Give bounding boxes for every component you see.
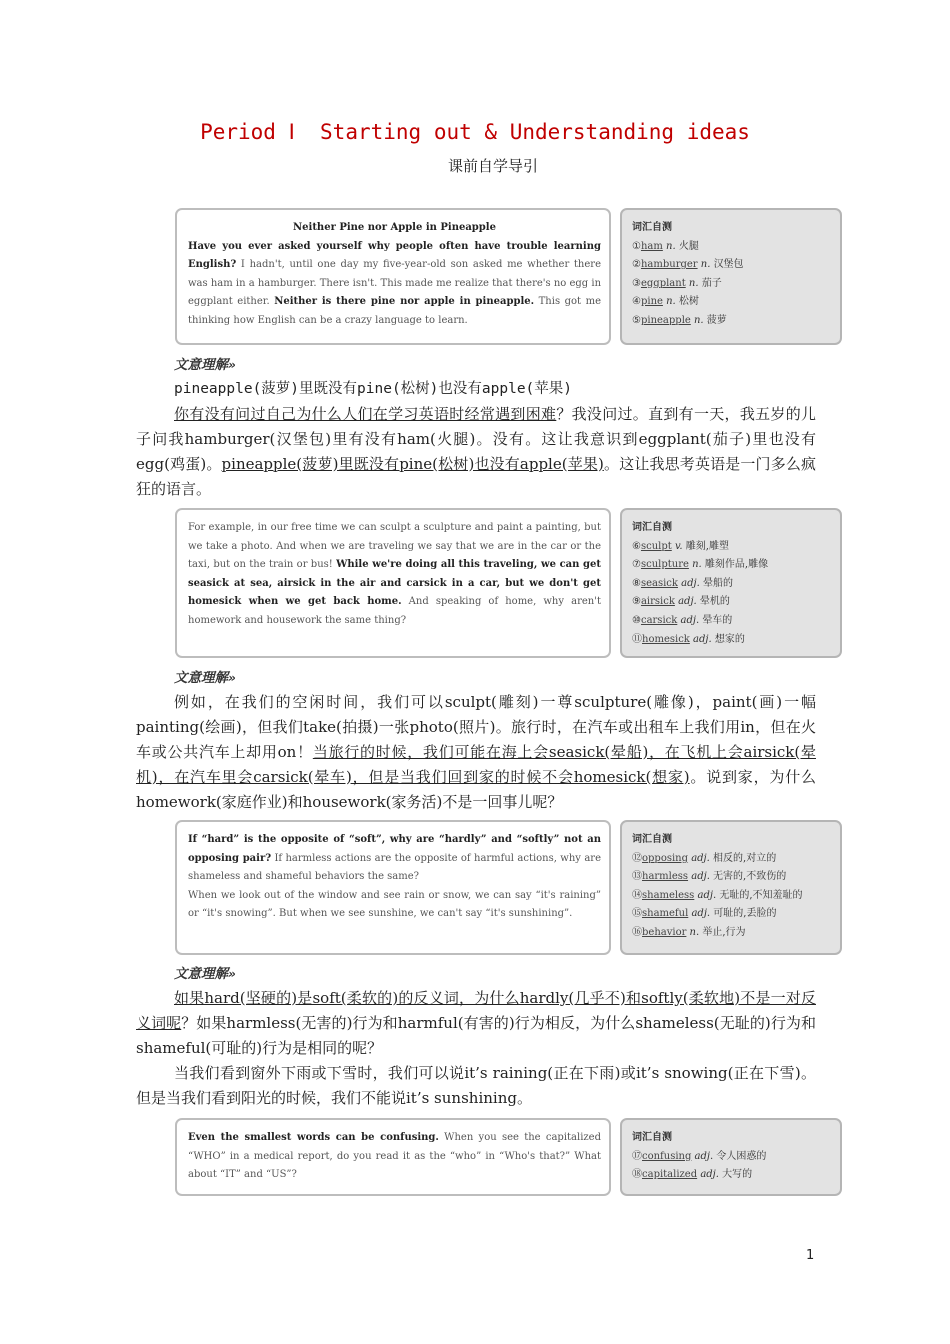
vocab-meaning: 举止,行为 (702, 926, 746, 938)
vocab-word: sculpt (640, 540, 672, 552)
vocab-word: shameless (642, 889, 695, 901)
passage-span: If harmless actions are the opposite of harmful actions, why are shameless and shameful behaviors the same? (188, 852, 601, 883)
double-arrow-icon: » (228, 358, 236, 372)
vocab-pos: n. (662, 296, 679, 308)
key-sentence: Even the smallest words can be confusing. (188, 1132, 439, 1143)
vocab-number: ⑨ (632, 596, 641, 608)
vocab-pos: n. (690, 314, 707, 326)
comprehension-label (174, 666, 236, 686)
vocab-meaning: 松树 (678, 296, 699, 308)
passage-span: This got me thinking how English can be a crazy language to learn. (188, 296, 601, 326)
key-sentence: Neither is there pine nor apple in pineapple. (274, 296, 535, 308)
comprehension-label (174, 353, 236, 373)
vocab-meaning: 想家的 (714, 633, 745, 645)
vocab-number: ⑫ (632, 852, 642, 864)
passage-text (188, 831, 601, 887)
vocab-item (632, 850, 832, 869)
vocab-pos: adj. (688, 908, 714, 920)
vocab-item (632, 538, 832, 557)
page-number: 1 (806, 1248, 815, 1263)
passage-title: Neither Pine nor Apple in Pineapple (293, 222, 496, 233)
translation-block-2 (136, 690, 816, 815)
vocab-meaning: 可耻的,丢脸的 (713, 908, 777, 920)
vocab-word: hamburger (640, 259, 698, 271)
vocab-header: 词汇自测 (632, 834, 672, 845)
vocab-meaning: 火腿 (678, 240, 699, 252)
vocab-meaning: 无耻的,不知羞耻的 (719, 889, 803, 901)
vocab-list (632, 850, 832, 943)
vocab-list (632, 238, 832, 331)
underlined-sentence: pineapple(菠萝)里既没有pine(松树)也没有apple(苹果) (221, 455, 604, 473)
vocab-meaning: 相反的,对立的 (713, 852, 777, 864)
vocab-list (632, 1148, 832, 1185)
vocab-number: ⑬ (632, 871, 642, 883)
passage-span: For example, in our free time we can sculpt a sculpture and paint a painting, but we take a photo. And when we are traveling we say that we are in the car or the taxi, but on the train or bus! (188, 522, 601, 571)
passage-text: When we look out of the window and see rain or snow, we can say “it's raining” or “it's snowing”. But when we see sunshine, we can't say “it's sunshining”. (188, 889, 601, 920)
vocab-item (632, 1148, 832, 1167)
vocab-meaning: 雕刻作品,雕像 (704, 559, 769, 571)
passage-span: And speaking of home, why aren't homework and housework the same thing? (188, 596, 601, 626)
translation-span: 例如，在我们的空闲时间，我们可以sculpt(雕刻)一尊sculpture(雕像)，paint(画)一幅painting(绘画)，但我们take(拍摄)一张photo(照片)。旅行时，在汽车或出租车上我们用in，但在火车或公共汽车上却用on！ (136, 693, 816, 761)
vocab-item (632, 556, 832, 575)
vocab-pos: adj. (697, 1169, 723, 1181)
vocab-word: behavior (642, 926, 687, 938)
underlined-sentence: 如果hard(坚硬的)是soft(柔软的)的反义词，为什么hardly(几乎不)和softly(柔软地)不是一对反义词呢 (136, 989, 816, 1032)
vocab-pos: n. (662, 240, 679, 252)
vocab-number: ⑯ (632, 926, 642, 938)
vocab-number: ⑦ (632, 559, 641, 571)
vocab-meaning: 令人困惑的 (716, 1150, 767, 1162)
vocab-box-3 (620, 820, 842, 955)
vocab-number: ⑥ (632, 540, 641, 552)
passage-span: When you see the capitalized “WHO” in a medical report, do you read it as the “who” in “Who's that?” What about “IT” and “US”? (188, 1132, 601, 1181)
vocab-pos: adj. (674, 596, 700, 608)
reading-passage-box-1 (175, 208, 611, 345)
page-title: Period Ⅰ Starting out & Understanding ideas (200, 120, 750, 144)
vocab-word: capitalized (642, 1169, 698, 1181)
translation-span: 。说到家，为什么homework(家庭作业)和housework(家务活)不是一回事儿呢？ (136, 768, 816, 811)
vocab-pos: adj. (677, 577, 703, 589)
vocab-item (632, 924, 832, 943)
double-arrow-icon: » (228, 967, 236, 981)
reading-passage-box-4 (175, 1118, 611, 1196)
vocab-list (632, 538, 832, 650)
vocab-item (632, 593, 832, 612)
comprehension-label-text: 文意理解 (174, 966, 228, 982)
passage-text (188, 519, 601, 631)
vocab-word: airsick (640, 596, 675, 608)
vocab-word: sculpture (640, 559, 689, 571)
translation-block-1 (136, 377, 816, 502)
vocab-header: 词汇自测 (632, 222, 672, 233)
passage-text (188, 238, 601, 331)
vocab-number: ⑰ (632, 1150, 642, 1162)
vocab-meaning: 菠萝 (706, 314, 727, 326)
reading-passage-box-2 (175, 508, 611, 658)
vocab-item (632, 1166, 832, 1185)
vocab-item (632, 887, 832, 906)
vocab-word: opposing (642, 852, 689, 864)
vocab-box-4 (620, 1118, 842, 1196)
vocab-pos: n. (685, 277, 702, 289)
vocab-meaning: 大写的 (722, 1169, 753, 1181)
vocab-meaning: 晕车的 (702, 614, 733, 626)
vocab-meaning: 茄子 (701, 277, 722, 289)
vocab-number: ⑧ (632, 577, 641, 589)
vocab-meaning: 晕机的 (699, 596, 730, 608)
vocab-word: homesick (642, 633, 690, 645)
vocab-word: harmless (642, 871, 689, 883)
vocab-item (632, 256, 832, 275)
vocab-word: eggplant (640, 277, 686, 289)
vocab-pos: adj. (688, 871, 714, 883)
vocab-pos: adj. (694, 889, 720, 901)
vocab-header: 词汇自测 (632, 1132, 672, 1143)
vocab-word: carsick (640, 614, 678, 626)
vocab-pos: adj. (691, 1150, 717, 1162)
vocab-word: seasick (640, 577, 678, 589)
vocab-item (632, 238, 832, 257)
vocab-item (632, 293, 832, 312)
vocab-number: ⑭ (632, 889, 642, 901)
translation-text (136, 690, 816, 815)
vocab-item (632, 631, 832, 650)
comprehension-label-text: 文意理解 (174, 357, 228, 373)
vocab-item (632, 575, 832, 594)
vocab-item (632, 312, 832, 331)
vocab-item (632, 612, 832, 631)
vocab-word: pineapple (640, 314, 691, 326)
translation-text: 当我们看到窗外下雨或下雪时，我们可以说it’s raining(正在下雨)或it’s snowing(正在下雪)。但是当我们看到阳光的时候，我们不能说it’s sunshining。 (136, 1064, 816, 1107)
vocab-word: shameful (642, 908, 689, 920)
vocab-pos: n. (697, 259, 714, 271)
vocab-meaning: 晕船的 (702, 577, 733, 589)
vocab-box-1 (620, 208, 842, 345)
vocab-pos: adj. (688, 852, 714, 864)
vocab-pos: adj. (677, 614, 703, 626)
vocab-number: ④ (632, 296, 641, 308)
underlined-sentence: 当旅行的时候，我们可能在海上会seasick(晕船)，在飞机上会airsick(晕机)，在汽车里会carsick(晕车)，但是当我们回到家的时候不会homesick(想家) (136, 743, 816, 786)
vocab-number: ⑤ (632, 314, 641, 326)
vocab-item (632, 905, 832, 924)
translation-span: 。这让我思考英语是一门多么疯狂的语言。 (136, 455, 816, 498)
vocab-number: ⑩ (632, 614, 641, 626)
translation-title: pineapple(菠萝)里既没有pine(松树)也没有apple(苹果) (174, 381, 573, 397)
translation-span: ？如果harmless(无害的)行为和harmful(有害的)行为相反，为什么shameless(无耻的)行为和shameful(可耻的)行为是相同的呢？ (136, 1014, 816, 1057)
passage-span: I hadn't, until one day my five-year-old son asked me whether there was ham in a hamburger. There isn't. This made me realize that there's no egg in eggplant either. (188, 259, 602, 308)
vocab-pos: adj. (689, 633, 715, 645)
vocab-number: ① (632, 240, 641, 252)
page-subtitle: 课前自学导引 (447, 157, 538, 175)
passage-text (188, 1129, 601, 1185)
vocab-meaning: 雕刻,雕塑 (685, 540, 729, 552)
vocab-item (632, 868, 832, 887)
vocab-pos: v. (671, 540, 686, 552)
translation-text (136, 986, 816, 1061)
translation-span: ？我没问过。直到有一天，我五岁的儿子问我hamburger(汉堡包)里有没有ham(火腿)。没有。这让我意识到eggplant(茄子)里也没有egg(鸡蛋)。 (136, 405, 816, 473)
vocab-number: ③ (632, 277, 641, 289)
vocab-number: ⑪ (632, 633, 642, 645)
vocab-meaning: 无害的,不致伤的 (713, 871, 787, 883)
vocab-header: 词汇自测 (632, 522, 672, 533)
vocab-pos: n. (686, 926, 703, 938)
comprehension-label-text: 文意理解 (174, 670, 228, 686)
vocab-meaning: 汉堡包 (713, 259, 744, 271)
key-sentence: Have you ever asked yourself why people often have trouble learning English? (188, 240, 601, 271)
vocab-item (632, 275, 832, 294)
vocab-box-2 (620, 508, 842, 658)
vocab-pos: n. (688, 559, 705, 571)
underlined-sentence: 你有没有问过自己为什么人们在学习英语时经常遇到困难 (174, 405, 557, 423)
vocab-word: pine (640, 296, 663, 308)
vocab-word: ham (640, 240, 663, 252)
double-arrow-icon: » (228, 671, 236, 685)
comprehension-label (174, 962, 236, 982)
vocab-word: confusing (642, 1150, 692, 1162)
vocab-number: ⑮ (632, 908, 642, 920)
key-sentence: While we're doing all this traveling, we can get seasick at sea, airsick in the air and carsick in a car, but we don't get homesick when we get back home. (188, 559, 602, 608)
vocab-number: ② (632, 259, 641, 271)
translation-block-3 (136, 986, 816, 1111)
key-sentence: If “hard” is the opposite of “soft”, why are “hardly” and “softly” not an opposing pair? (188, 834, 601, 864)
vocab-number: ⑱ (632, 1169, 642, 1181)
reading-passage-box-3 (175, 820, 611, 955)
translation-text (136, 402, 816, 502)
